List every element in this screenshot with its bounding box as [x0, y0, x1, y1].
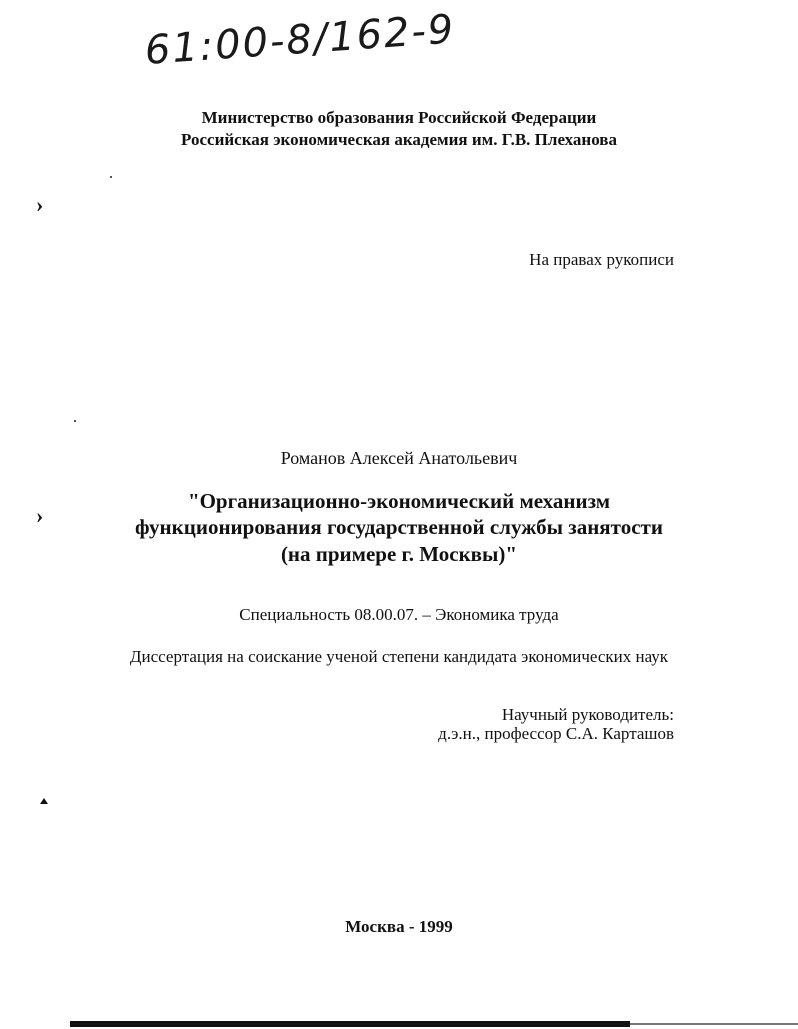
- margin-mark: ›: [36, 192, 44, 217]
- supervisor-name: д.э.н., профессор С.А. Карташов: [438, 724, 674, 743]
- author-name: Романов Алексей Анатольевич: [280, 448, 518, 468]
- supervisor-label: Научный руководитель:: [501, 705, 674, 724]
- scan-dot: [110, 176, 112, 178]
- handwritten-registration-number: 61:00-8/162-9: [143, 6, 457, 74]
- margin-mark: [40, 798, 48, 804]
- scan-edge-bar: [630, 1023, 798, 1025]
- city-year: Москва - 1999: [345, 917, 453, 936]
- academy-name: Российская экономическая академия им. Г.В. Плеханова: [181, 130, 617, 149]
- dissertation-title-line-1: "Организационно-экономический механизм: [187, 489, 611, 513]
- dissertation-degree: Диссертация на соискание ученой степени кандидата экономических наук: [129, 647, 669, 666]
- scan-dot: [74, 420, 76, 422]
- dissertation-title-line-2: функционирования государственной службы занятости: [135, 515, 663, 539]
- manuscript-rights-note: На правах рукописи: [529, 250, 674, 269]
- ministry-name: Министерство образования Российской Федерации: [201, 108, 597, 127]
- scan-edge-bar: [70, 1021, 630, 1027]
- specialty: Специальность 08.00.07. – Экономика труда: [239, 605, 559, 624]
- margin-mark: ›: [36, 503, 44, 528]
- dissertation-title-line-3: (на примере г. Москвы)": [280, 542, 518, 566]
